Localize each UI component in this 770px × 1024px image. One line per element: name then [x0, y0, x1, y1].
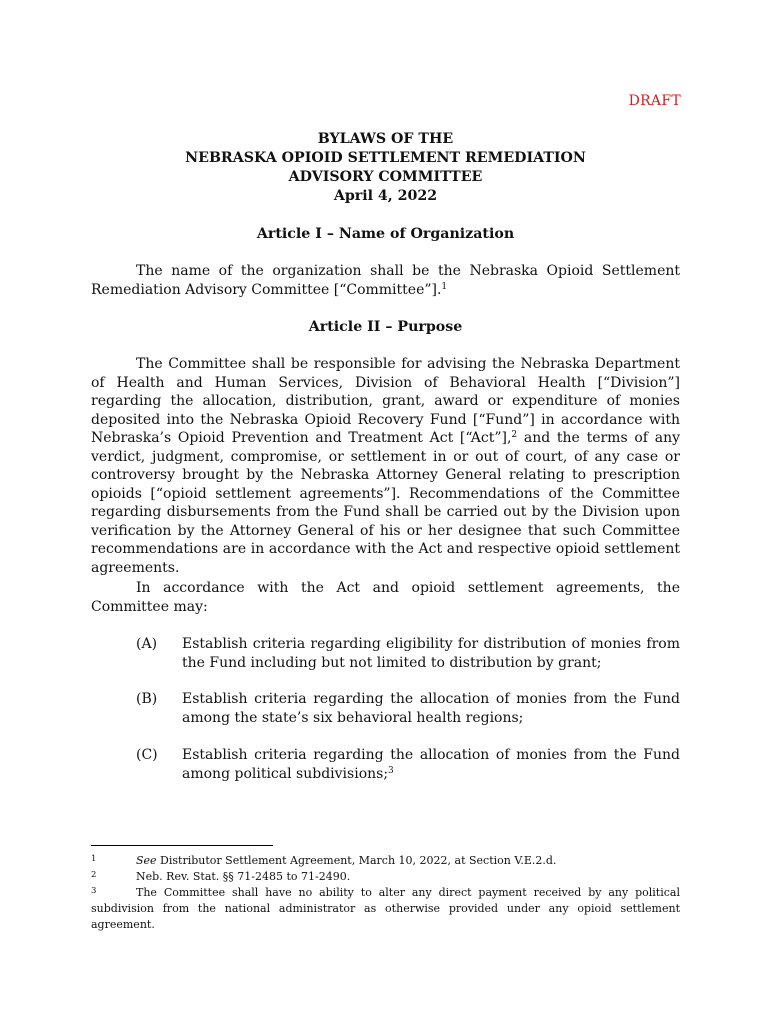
footnote-ref-2[interactable]: 2	[511, 430, 518, 440]
footnote-text: The Committee shall have no ability to alter any direct payment received by any political subdivision from the national administrator as otherwise provided under any opioid settlement agreement.	[91, 886, 680, 931]
footnote-1-body: Distributor Settlement Agreement, March 10, 2022, at Section V.E.2.d.	[156, 854, 557, 867]
article-2-heading: Article II – Purpose	[308, 319, 463, 335]
footnote-text: Neb. Rev. Stat. §§ 71-2485 to 71-2490.	[136, 870, 351, 883]
footnote-number: 1	[91, 854, 97, 864]
footnote-text	[136, 853, 680, 869]
list-item-text	[182, 746, 680, 783]
draft-watermark-label: DRAFT	[628, 93, 681, 109]
footnote-italic-see: See	[136, 854, 157, 867]
title-line-1: BYLAWS OF THE	[317, 131, 454, 147]
list-item-b	[91, 690, 680, 727]
article-1-paragraph	[91, 262, 680, 299]
list-item-label: (C)	[136, 747, 158, 763]
list-item-text: Establish criteria regarding eligibility for distribution of monies from the Fund including but not limited to distribution by grant;	[182, 636, 680, 671]
title-line-3: ADVISORY COMMITTEE	[288, 169, 483, 185]
footnote-divider	[91, 845, 273, 846]
article-1-heading: Article I – Name of Organization	[256, 226, 515, 242]
footnote-1	[91, 853, 680, 869]
article-2-paragraph-2: In accordance with the Act and opioid settlement agreements, the Committee may:	[91, 580, 680, 615]
list-item-c-text: Establish criteria regarding the allocation of monies from the Fund among political subdivisions;	[182, 747, 680, 782]
article-2-text-b: and the terms of any verdict, judgment, compromise, or settlement in or out of court, of any case or controversy brought by the Nebraska Attorney General relating to prescription opioids [“opioid settlement agreements”]. Recommendations of the Committee regarding disbursements from the Fund shall be carried out by the Division upon verification by the Attorney General of his or her designee that such Committee recommendations are in accordance with the Act and respective opioid settlement agreements.	[91, 430, 680, 576]
list-item-a	[91, 635, 680, 672]
list-item-text: Establish criteria regarding the allocation of monies from the Fund among the state’s six behavioral health regions;	[182, 691, 680, 726]
article-1-text: The name of the organization shall be the Nebraska Opioid Settlement Remediation Advisory Committee [“Committee”].	[91, 263, 680, 298]
list-item-label: (B)	[136, 691, 158, 707]
footnote-ref-1[interactable]: 1	[441, 281, 448, 292]
document-title	[91, 130, 680, 206]
footnote-ref-3[interactable]: 3	[388, 765, 394, 776]
article-2-paragraph-1	[91, 355, 680, 577]
footnote-number: 3	[91, 886, 97, 896]
footnote-3	[91, 885, 680, 933]
title-line-2: NEBRASKA OPIOID SETTLEMENT REMEDIATION	[185, 150, 586, 166]
list-item-label: (A)	[136, 636, 158, 652]
title-date: April 4, 2022	[333, 188, 438, 204]
footnote-2	[91, 869, 680, 885]
footnote-number: 2	[91, 870, 97, 880]
article-2-text-a: The Committee shall be responsible for advising the Nebraska Department of Health and Human Services, Division of Behavioral Health [“Division”] regarding the allocation, distribution, grant, award or expenditure of monies deposited into the Nebraska Opioid Recovery Fund [“Fund”] in accordance with Nebraska’s Opioid Prevention and Treatment Act [“Act”],	[91, 356, 680, 446]
list-item-c	[91, 746, 680, 783]
